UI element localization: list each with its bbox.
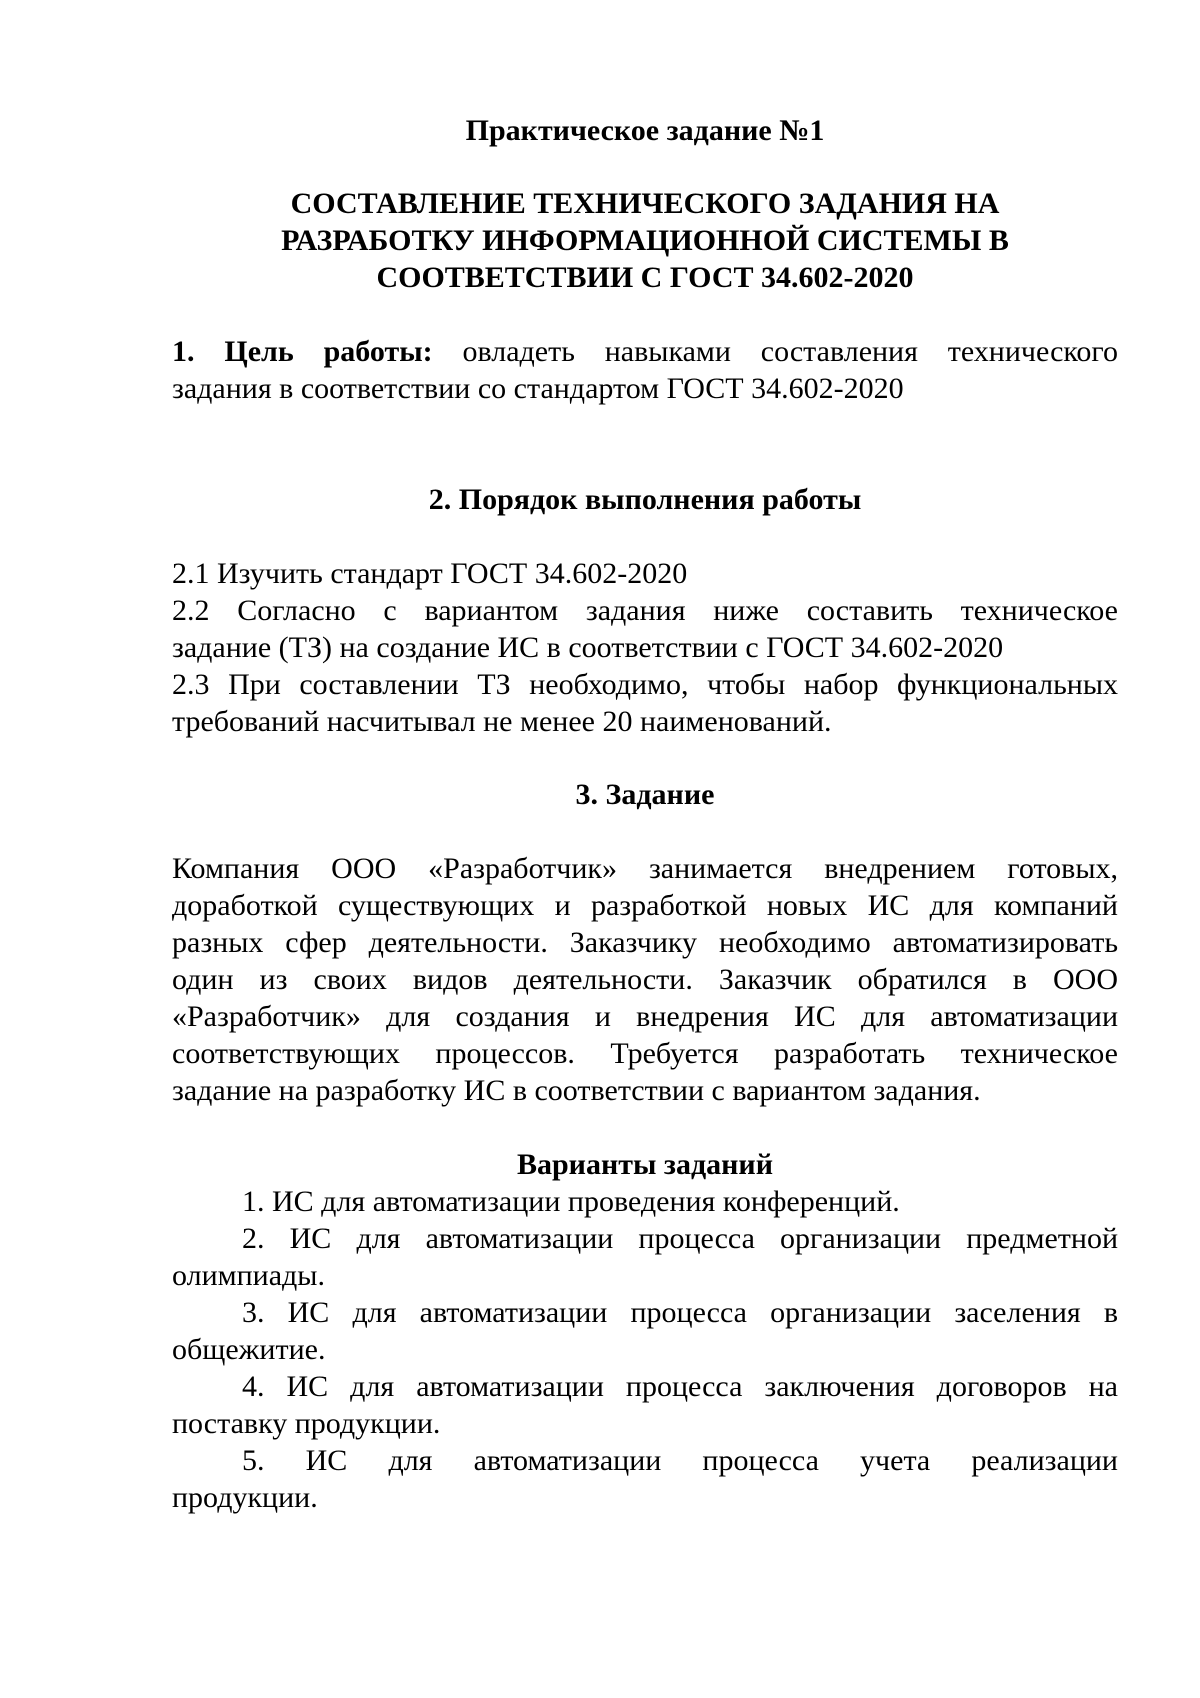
- goal-line: [172, 333, 1118, 370]
- task-line: доработкой существующих и разработкой новых ИС для компаний: [172, 889, 1118, 922]
- task-line: Компания ООО «Разработчик» занимается внедрением готовых,: [172, 852, 1118, 885]
- variant-item-continuation: общежитие.: [172, 1333, 326, 1366]
- task-heading: 3. Задание: [575, 778, 715, 811]
- order-list: [172, 555, 1118, 740]
- task-line: один из своих видов деятельности. Заказчик обратился в ООО: [172, 963, 1118, 996]
- order-item-continuation: требований насчитывал не менее 20 наименований.: [172, 705, 832, 738]
- variant-item: 2. ИС для автоматизации процесса организации предметной: [242, 1222, 1118, 1255]
- variant-item-continuation: продукции.: [172, 1481, 318, 1514]
- variants-list: [172, 1183, 1118, 1516]
- variant-item-continuation: олимпиады.: [172, 1259, 325, 1292]
- task-line: задание на разработку ИС в соответствии с вариантом задания.: [172, 1074, 981, 1107]
- order-item: 2.2 Согласно с вариантом задания ниже составить техническое: [172, 594, 1118, 627]
- variant-item: 1. ИС для автоматизации проведения конференций.: [242, 1185, 900, 1218]
- goal-section: [172, 333, 1118, 407]
- variant-item: 4. ИС для автоматизации процесса заключения договоров на: [242, 1370, 1118, 1403]
- variant-item: 5. ИС для автоматизации процесса учета реализации: [242, 1444, 1118, 1477]
- variant-item: 3. ИС для автоматизации процесса организации заселения в: [242, 1296, 1118, 1329]
- goal-line: задания в соответствии со стандартом ГОСТ 34.602-2020: [172, 372, 904, 405]
- order-heading: 2. Порядок выполнения работы: [428, 483, 862, 516]
- order-item: 2.1 Изучить стандарт ГОСТ 34.602-2020: [172, 557, 688, 590]
- topic-line: СООТВЕТСТВИИ С ГОСТ 34.602-2020: [376, 261, 914, 294]
- topic-line: СОСТАВЛЕНИЕ ТЕХНИЧЕСКОГО ЗАДАНИЯ НА: [290, 187, 1000, 220]
- document-page: [172, 112, 1118, 1516]
- task-line: «Разработчик» для создания и внедрения ИС для автоматизации: [172, 1000, 1118, 1033]
- document-title: Практическое задание №1: [465, 114, 825, 147]
- variant-item-continuation: поставку продукции.: [172, 1407, 441, 1440]
- task-line: соответствующих процессов. Требуется разработать техническое: [172, 1037, 1118, 1070]
- goal-text: овладеть навыками составления технического: [432, 335, 1118, 368]
- variants-heading: Варианты заданий: [516, 1148, 773, 1181]
- document-topic: [172, 185, 1118, 296]
- order-item: 2.3 При составлении ТЗ необходимо, чтобы набор функциональных: [172, 668, 1118, 701]
- order-item-continuation: задание (ТЗ) на создание ИС в соответствии с ГОСТ 34.602-2020: [172, 631, 1004, 664]
- topic-line: РАЗРАБОТКУ ИНФОРМАЦИОННОЙ СИСТЕМЫ В: [281, 224, 1009, 257]
- goal-label: 1. Цель работы:: [172, 335, 433, 368]
- task-paragraph: [172, 850, 1118, 1109]
- task-line: разных сфер деятельности. Заказчику необходимо автоматизировать: [172, 926, 1118, 959]
